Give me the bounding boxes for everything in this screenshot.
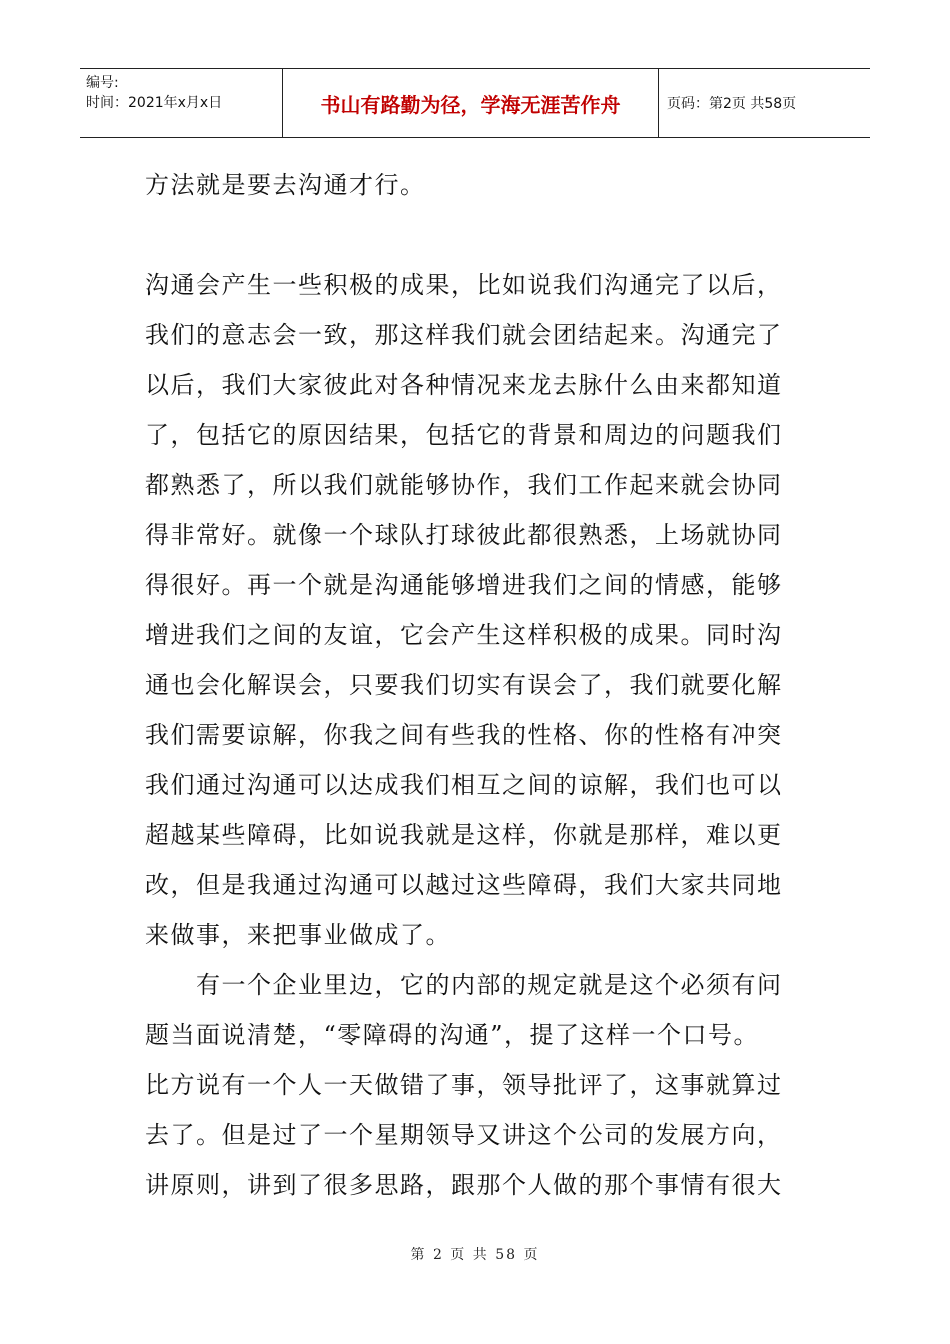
- text-line: 沟通会产生一些积极的成果，比如说我们沟通完了以后，: [145, 271, 783, 299]
- text-line: 得很好。再一个就是沟通能够增进我们之间的情感，能够: [145, 571, 783, 599]
- time-label: 时间：2021年x月x日: [86, 95, 223, 111]
- text-line: 有一个企业里边，它的内部的规定就是这个必须有问: [145, 971, 783, 999]
- header-motto: 书山有路勤为径，学海无涯苦作舟: [283, 69, 659, 137]
- text-line: 增进我们之间的友谊，它会产生这样积极的成果。同时沟: [145, 621, 783, 649]
- document-header: [80, 68, 870, 138]
- text-line: 去了。但是过了一个星期领导又讲这个公司的发展方向，: [145, 1121, 783, 1149]
- text-line: 超越某些障碍，比如说我就是这样，你就是那样，难以更: [145, 821, 783, 849]
- text-line: 我们需要谅解，你我之间有些我的性格、你的性格有冲突: [145, 721, 783, 749]
- text-line: 以后，我们大家彼此对各种情况来龙去脉什么由来都知道: [145, 371, 783, 399]
- document-body: [145, 160, 815, 1210]
- text-line: 来做事，来把事业做成了。: [145, 921, 451, 949]
- text-line: 讲原则，讲到了很多思路，跟那个人做的那个事情有很大: [145, 1171, 783, 1199]
- text-line: 了，包括它的原因结果，包括它的背景和周边的问题我们: [145, 421, 783, 449]
- text-line: 方法就是要去沟通才行。: [145, 171, 426, 199]
- text-line: 题当面说清楚，“零障碍的沟通”，提了这样一个口号。: [145, 1021, 760, 1049]
- text-line: 我们的意志会一致，那这样我们就会团结起来。沟通完了: [145, 321, 783, 349]
- text-line: 我们通过沟通可以达成我们相互之间的谅解，我们也可以: [145, 771, 783, 799]
- header-meta: [80, 69, 283, 137]
- number-label: 编号:: [86, 75, 119, 91]
- text-line: 通也会化解误会，只要我们切实有误会了，我们就要化解: [145, 671, 783, 699]
- text-line: 得非常好。就像一个球队打球彼此都很熟悉，上场就协同: [145, 521, 783, 549]
- text-line: 都熟悉了，所以我们就能够协作，我们工作起来就会协同: [145, 471, 783, 499]
- text-line: 比方说有一个人一天做错了事，领导批评了，这事就算过: [145, 1071, 783, 1099]
- text-line: 改，但是我通过沟通可以越过这些障碍，我们大家共同地: [145, 871, 783, 899]
- header-page-info: 页码：第2页 共58页: [667, 96, 797, 112]
- page-footer: 第 2 页 共 58 页: [410, 1247, 540, 1263]
- paragraph-gap: [145, 210, 815, 260]
